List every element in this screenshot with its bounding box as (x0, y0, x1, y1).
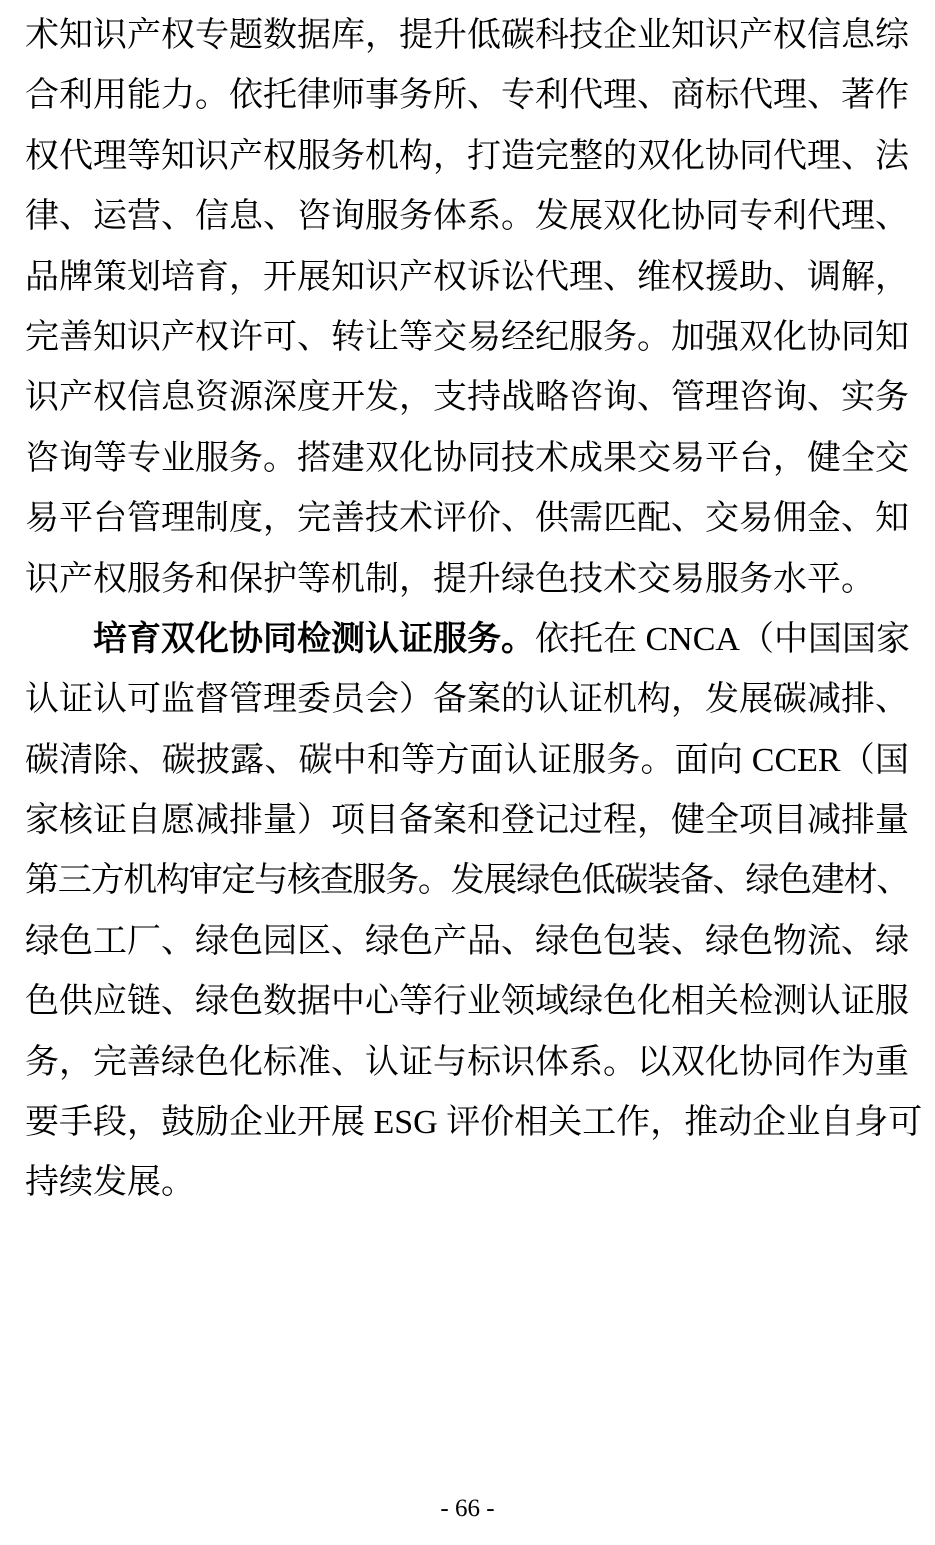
text-line: 家核证自愿减排量）项目备案和登记过程，健全项目减排量 (25, 802, 909, 840)
text-line: 要手段，鼓励企业开展 ESG 评价相关工作，推动企业自身可 (25, 1104, 923, 1142)
text-line: 碳清除、碳披露、碳中和等方面认证服务。面向 CCER（国 (25, 741, 909, 779)
text-segment: 依托在 CNCA（中国国家 (535, 620, 910, 658)
run-in-heading: 培育双化协同检测认证服务。 (93, 620, 535, 658)
text-line: 咨询等专业服务。搭建双化协同技术成果交易平台，健全交 (25, 439, 909, 477)
text-line: 识产权信息资源深度开发，支持战略咨询、管理咨询、实务 (25, 379, 909, 417)
text-line: 合利用能力。依托律师事务所、专利代理、商标代理、著作 (25, 77, 909, 115)
text-line: 绿色工厂、绿色园区、绿色产品、绿色包装、绿色物流、绿 (25, 922, 909, 960)
text-line-paragraph-start (25, 610, 909, 670)
text-line: 色供应链、绿色数据中心等行业领域绿色化相关检测认证服 (25, 983, 909, 1021)
text-line: 认证认可监督管理委员会）备案的认证机构，发展碳减排、 (25, 681, 909, 719)
text-block (25, 6, 923, 1214)
text-line: 完善知识产权许可、转让等交易经纪服务。加强双化协同知 (25, 318, 909, 356)
text-line: 易平台管理制度，完善技术评价、供需匹配、交易佣金、知 (25, 500, 909, 538)
text-line: 品牌策划培育，开展知识产权诉讼代理、维权援助、调解， (25, 258, 909, 296)
text-line: 权代理等知识产权服务机构，打造完整的双化协同代理、法 (25, 137, 909, 175)
text-line: 持续发展。 (25, 1164, 195, 1202)
text-line: 识产权服务和保护等机制，提升绿色技术交易服务水平。 (25, 560, 875, 598)
text-line: 律、运营、信息、咨询服务体系。发展双化协同专利代理、 (25, 198, 909, 236)
text-line: 务，完善绿色化标准、认证与标识体系。以双化协同作为重 (25, 1043, 909, 1081)
text-line: 术知识产权专题数据库，提升低碳科技企业知识产权信息综 (25, 17, 909, 54)
text-line: 第三方机构审定与核查服务。发展绿色低碳装备、绿色建材、 (25, 862, 909, 900)
page-number: - 66 - (440, 1495, 495, 1522)
